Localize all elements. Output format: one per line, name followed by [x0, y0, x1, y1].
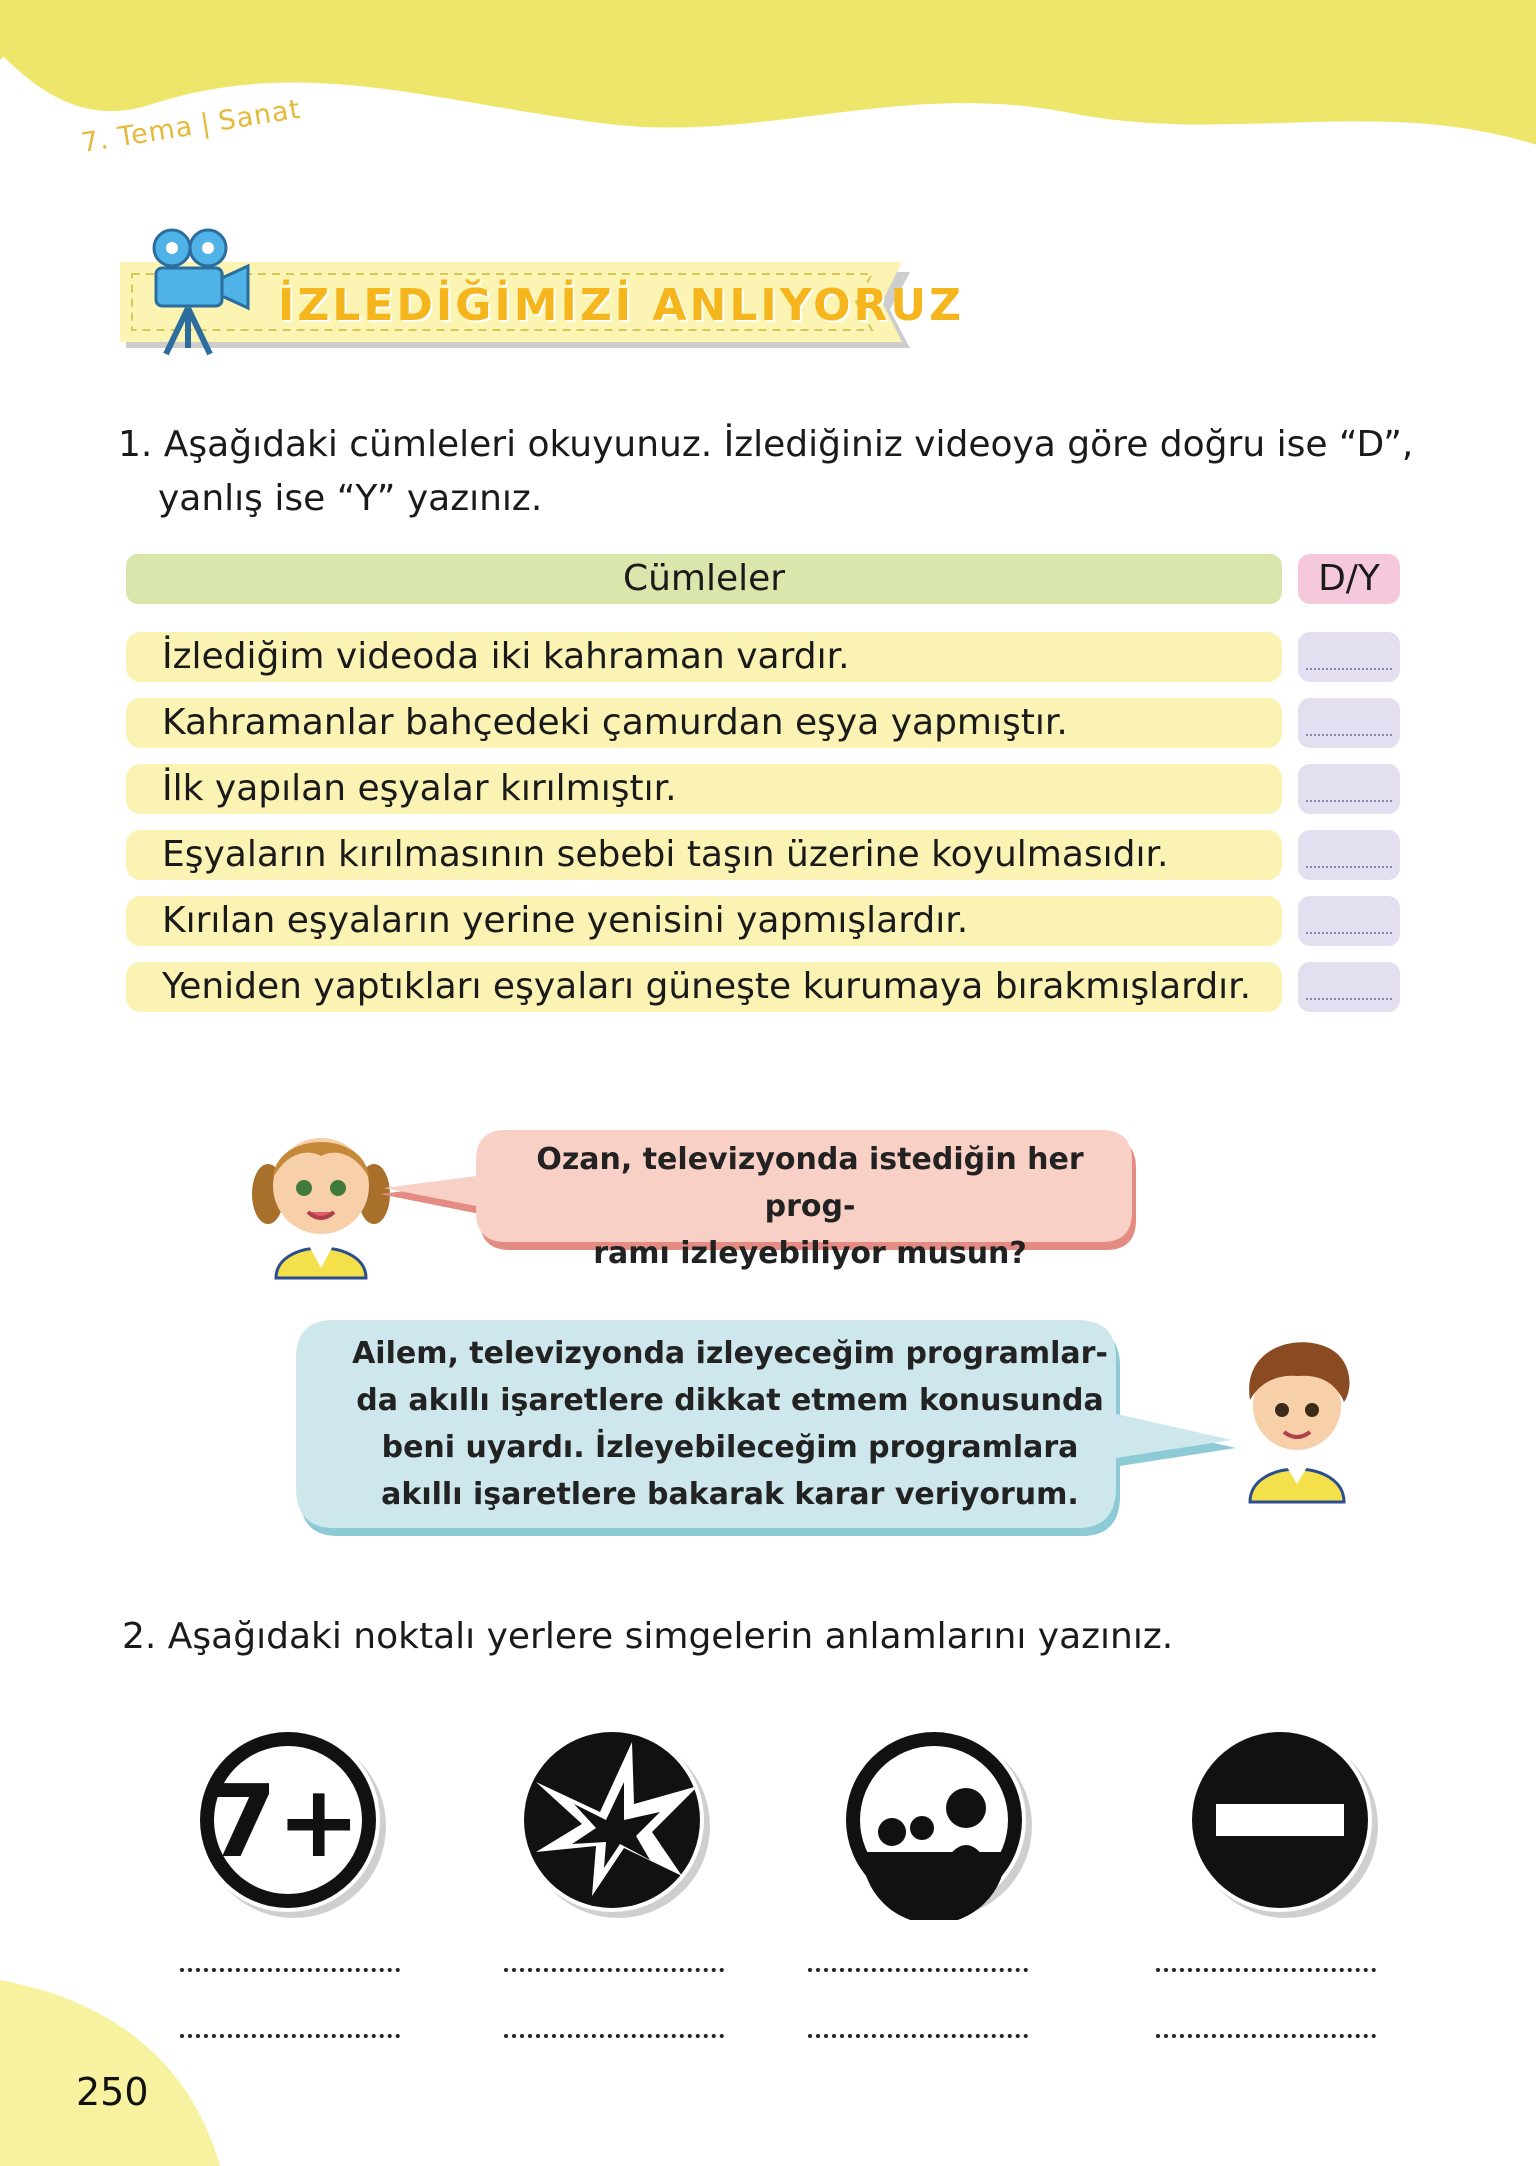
table-row: Kırılan eşyaların yerine yenisini yapmışlardır.: [126, 896, 1282, 946]
page-number: 250: [76, 2070, 149, 2114]
boy-speech-line-1: Ailem, televizyonda izleyeceğim programlar-: [352, 1336, 1108, 1371]
question-1-line-2: yanlış ise “Y” yazınız.: [158, 478, 543, 519]
girl-speech-line-1: Ozan, televizyonda istediğin her prog-: [536, 1142, 1084, 1224]
answer-box[interactable]: [1298, 962, 1400, 1012]
header-wave: [0, 0, 1536, 200]
boy-speech-line-2: da akıllı işaretlere dikkat etmem konusunda: [356, 1383, 1104, 1418]
table-row: İlk yapılan eşyalar kırılmıştır.: [126, 764, 1282, 814]
answer-line[interactable]: [808, 1964, 1028, 1972]
table-header-sentences: Cümleler: [126, 554, 1282, 604]
negative-content-icon: [1180, 1720, 1380, 1920]
question-2: 2. Aşağıdaki noktalı yerlere simgelerin anlamlarını yazınız.: [122, 1616, 1174, 1657]
answer-box[interactable]: [1298, 698, 1400, 748]
answer-line[interactable]: [808, 2030, 1028, 2038]
answer-box[interactable]: [1298, 764, 1400, 814]
theme-label: 7. Tema: [79, 110, 196, 159]
corner-decoration: [0, 1960, 260, 2166]
answer-line[interactable]: [504, 1964, 724, 1972]
answer-line[interactable]: [1156, 2030, 1376, 2038]
answer-line[interactable]: [1156, 1964, 1376, 1972]
age-label: 7+: [207, 1763, 361, 1880]
question-1-line-1: 1. Aşağıdaki cümleleri okuyunuz. İzlediğiniz videoya göre doğru ise “D”,: [118, 424, 1414, 465]
age-7-plus-icon: [188, 1720, 388, 1920]
question-1: [118, 418, 1418, 526]
table-row: Yeniden yaptıkları eşyaları güneşte kurumaya bırakmışlardır.: [126, 962, 1282, 1012]
answer-box[interactable]: [1298, 632, 1400, 682]
table-row: Kahramanlar bahçedeki çamurdan eşya yapmıştır.: [126, 698, 1282, 748]
answer-line[interactable]: [180, 1964, 400, 1972]
girl-illustration: [246, 1108, 396, 1288]
subject-label: Sanat: [216, 93, 304, 138]
breadcrumb-separator: |: [198, 107, 214, 141]
answer-box[interactable]: [1298, 830, 1400, 880]
boy-speech-line-4: akıllı işaretlere bakarak karar veriyorum.: [381, 1477, 1079, 1512]
table-header-answer: D/Y: [1298, 554, 1400, 604]
girl-speech: [490, 1136, 1130, 1277]
table-row: İzlediğim videoda iki kahraman vardır.: [126, 632, 1282, 682]
answer-line[interactable]: [504, 2030, 724, 2038]
boy-illustration: [1232, 1330, 1362, 1506]
answer-line[interactable]: [180, 2030, 400, 2038]
violence-icon: [512, 1720, 712, 1920]
section-title: İZLEDİĞİMİZİ ANLIYORUZ: [278, 280, 964, 331]
girl-speech-line-2: ramı izleyebiliyor musun?: [593, 1236, 1027, 1271]
table-row: Eşyaların kırılmasının sebebi taşın üzerine koyulmasıdır.: [126, 830, 1282, 880]
boy-speech-line-3: beni uyardı. İzleyebileceğim programlara: [381, 1430, 1079, 1465]
film-camera-icon: [148, 228, 254, 356]
boy-speech: [330, 1330, 1130, 1518]
answer-box[interactable]: [1298, 896, 1400, 946]
family-viewing-icon: [834, 1720, 1034, 1920]
